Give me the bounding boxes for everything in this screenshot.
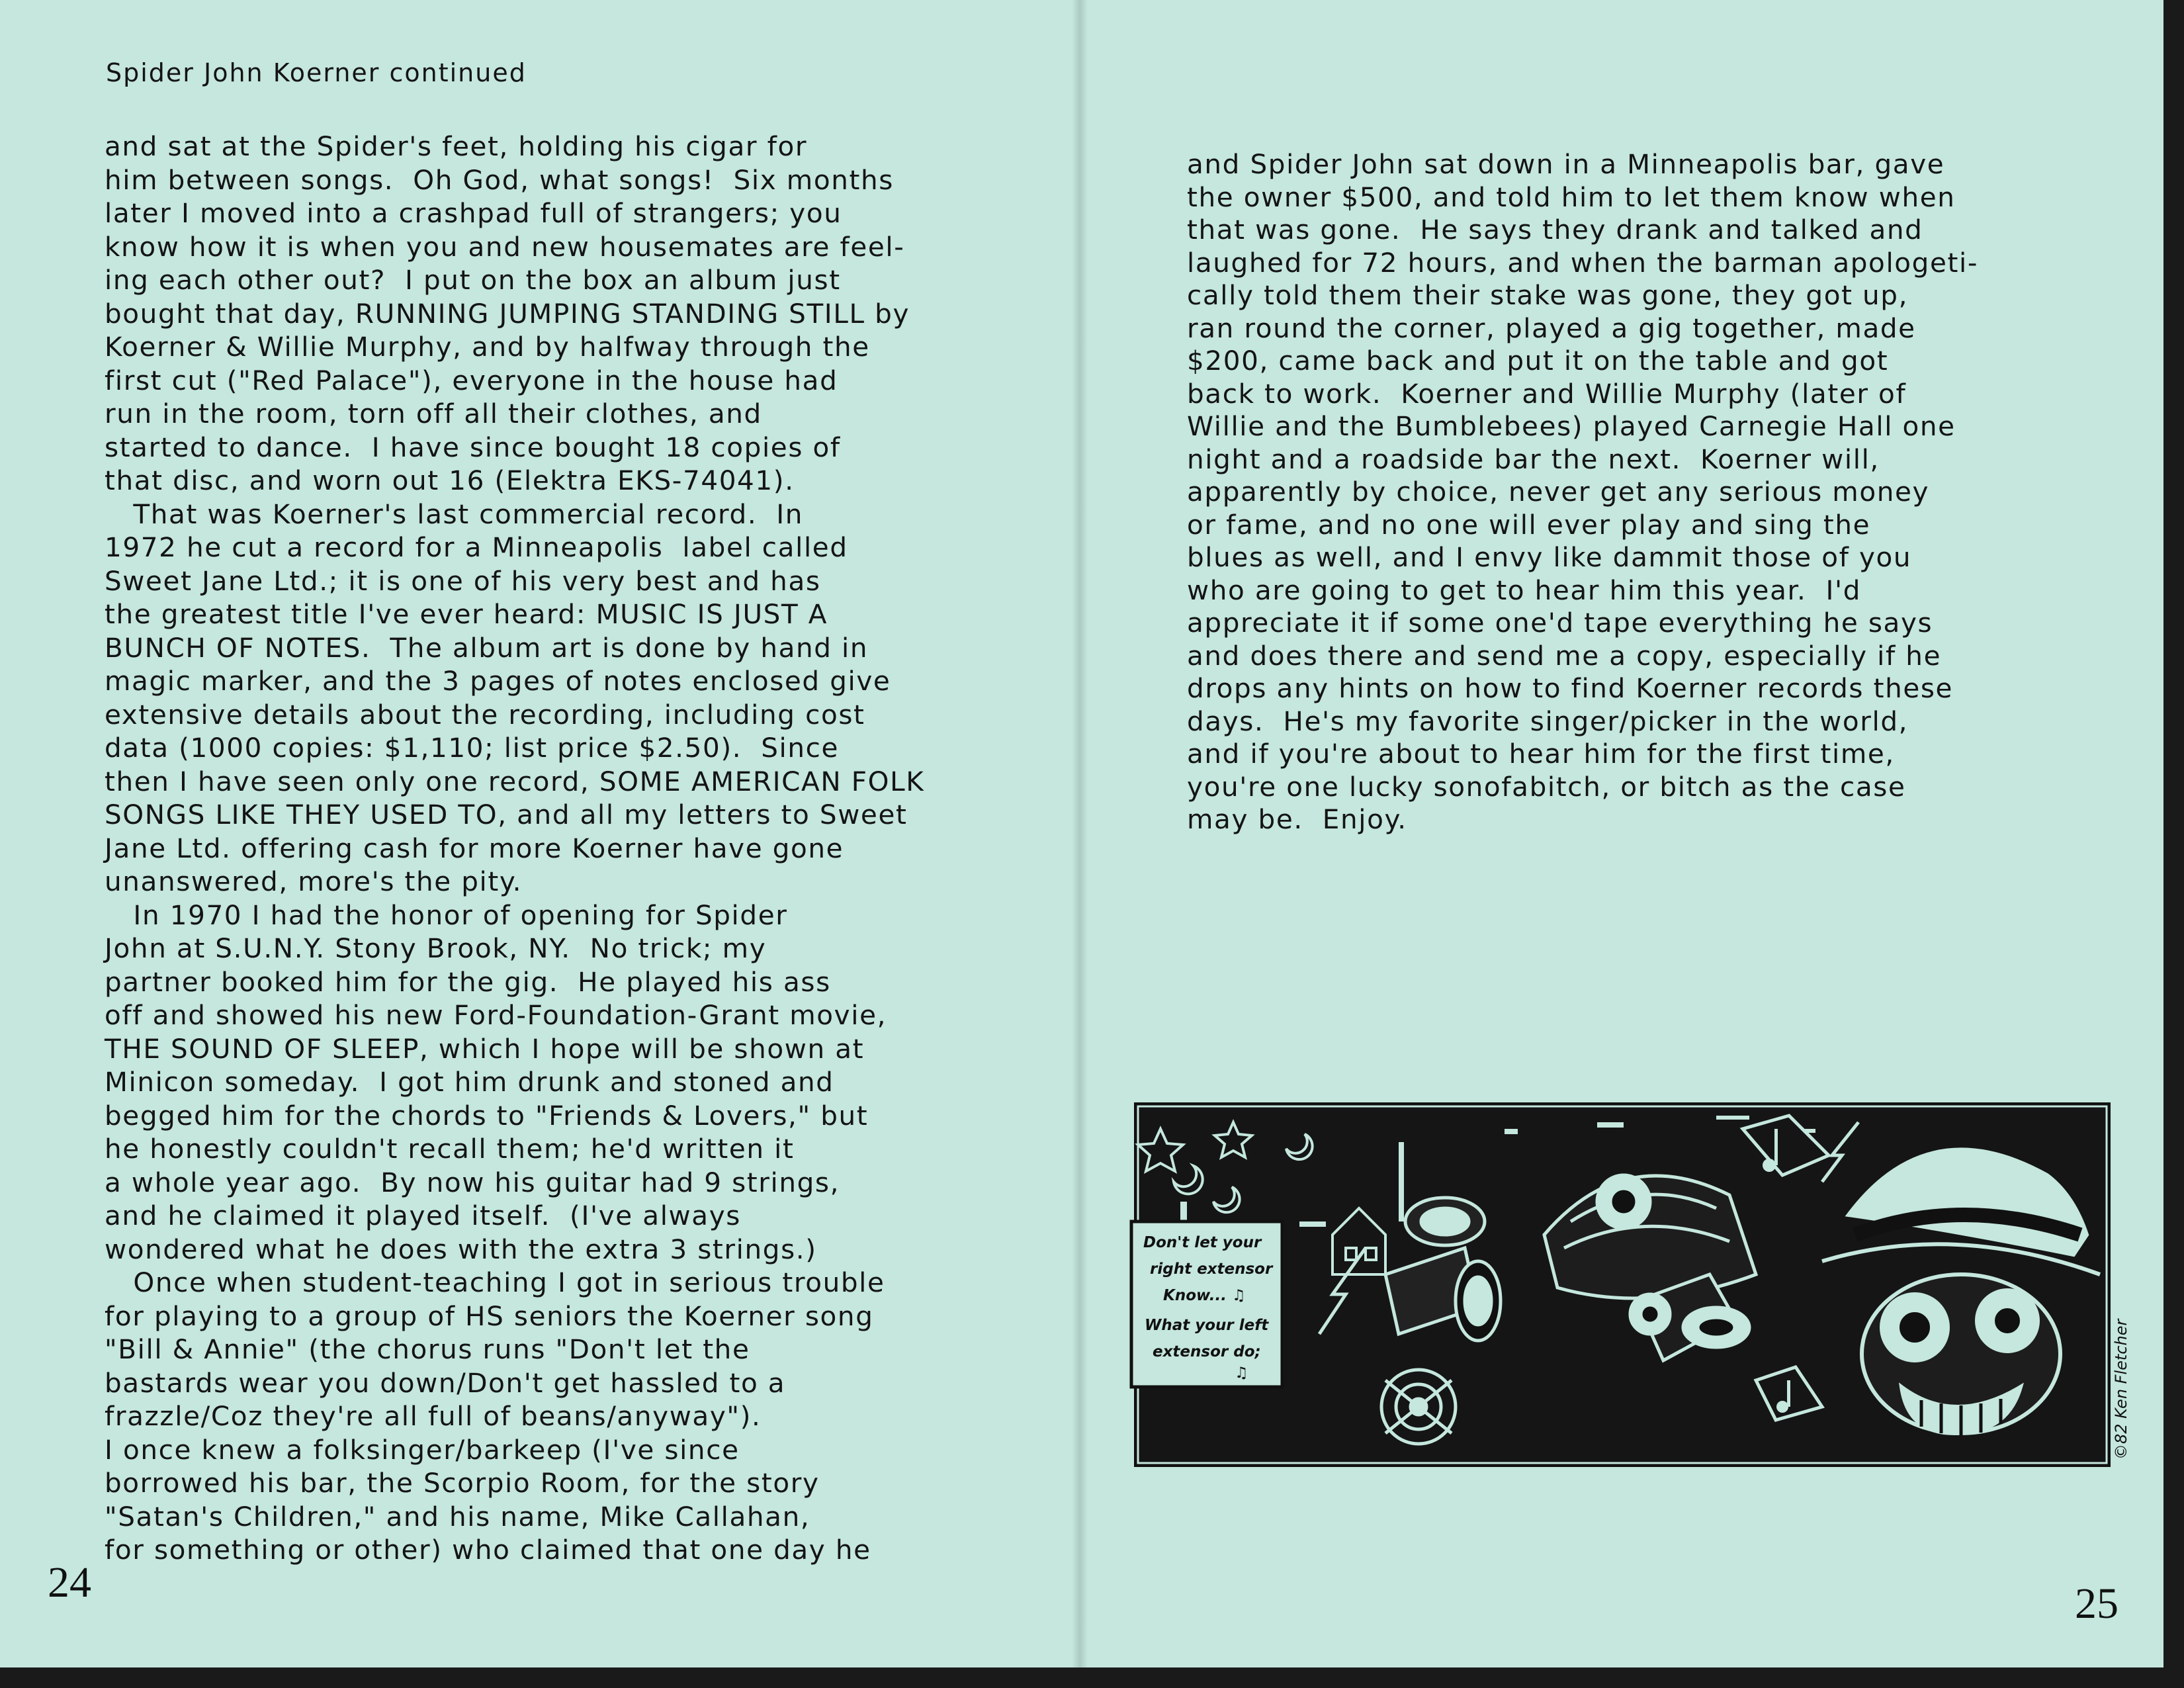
- text-line: bastards wear you down/Don't get hassled to a: [105, 1366, 786, 1399]
- caption-line-1: Don't let your: [1143, 1234, 1262, 1251]
- caption-line-6: ♫: [1235, 1364, 1248, 1382]
- text-line: first cut ("Red Palace"), everyone in the house had: [105, 364, 838, 396]
- text-line: SONGS LIKE THEY USED TO, and all my letters to Sweet: [105, 799, 908, 830]
- text-line: extensive details about the recording, including cost: [105, 698, 865, 731]
- text-line: ing each other out? I put on the box an album just: [105, 264, 841, 296]
- text-line: him between songs. Oh God, what songs! Six months: [105, 163, 894, 196]
- text-line: a whole year ago. By now his guitar had 9 strings,: [105, 1166, 840, 1198]
- page-number-right: 25: [2075, 1579, 2118, 1628]
- text-line: and does there and send me a copy, especially if he: [1187, 639, 1942, 672]
- text-line: Koerner & Willie Murphy, and by halfway through the: [105, 331, 870, 363]
- text-line: $200, came back and put it on the table and got: [1187, 345, 1889, 377]
- text-line: data (1000 copies: $1,110; list price $2.50). Since: [105, 732, 840, 764]
- text-line: run in the room, torn off all their clothes, and: [105, 398, 762, 429]
- text-line: may be. Enjoy.: [1187, 803, 1407, 835]
- text-line: Once when student-teaching I got in serious trouble: [105, 1266, 885, 1298]
- text-line: started to dance. I have since bought 18 copies of: [105, 431, 841, 463]
- left-column-text: [105, 130, 1018, 1567]
- text-line: begged him for the chords to "Friends & Lovers," but: [105, 1099, 869, 1132]
- text-line: the owner $500, and told him to let them know when: [1187, 181, 1956, 213]
- text-line: THE SOUND OF SLEEP, which I hope will be shown at: [105, 1032, 865, 1065]
- text-line: that was gone. He says they drank and talked and: [1187, 214, 1923, 245]
- text-line: and sat at the Spider's feet, holding his cigar for: [105, 130, 808, 162]
- caption-box: [1125, 1216, 1291, 1408]
- text-line: 1972 he cut a record for a Minneapolis label called: [105, 531, 848, 563]
- text-line: drops any hints on how to find Koerner records these: [1187, 672, 1954, 704]
- text-line: Jane Ltd. offering cash for more Koerner have gone: [105, 832, 844, 864]
- text-line: later I moved into a crashpad full of strangers; you: [105, 197, 842, 229]
- text-line: days. He's my favorite singer/picker in the world,: [1187, 705, 1909, 737]
- text-line: or fame, and no one will ever play and sing the: [1187, 508, 1871, 541]
- page-gutter: [1072, 0, 1088, 1667]
- caption-line-4: What your left: [1145, 1317, 1269, 1334]
- text-line: ran round the corner, played a gig together, made: [1187, 312, 1916, 344]
- caption-line-5: extensor do;: [1153, 1343, 1261, 1360]
- text-line: off and showed his new Ford-Foundation-Grant movie,: [105, 999, 887, 1031]
- text-line: Willie and the Bumblebees) played Carnegie Hall one: [1187, 410, 1956, 442]
- text-line: partner booked him for the gig. He played his ass: [105, 965, 831, 998]
- text-line: cally told them their stake was gone, they got up,: [1187, 279, 1909, 311]
- text-line: Sweet Jane Ltd.; it is one of his very best and has: [105, 564, 821, 597]
- text-line: back to work. Koerner and Willie Murphy (later of: [1187, 377, 1907, 410]
- text-line: who are going to get to hear him this year. I'd: [1187, 574, 1862, 606]
- text-line: John at S.U.N.Y. Stony Brook, NY. No trick; my: [105, 932, 767, 964]
- text-line: That was Koerner's last commercial record. In: [105, 498, 804, 530]
- text-line: and if you're about to hear him for the first time,: [1187, 738, 1895, 770]
- text-line: I once knew a folksinger/barkeep (I've since: [105, 1433, 740, 1466]
- text-line: wondered what he does with the extra 3 strings.): [105, 1233, 817, 1265]
- right-column-text: [1187, 148, 2087, 836]
- text-line: night and a roadside bar the next. Koerner will,: [1187, 443, 1880, 475]
- artist-signature: ©82 Ken Fletcher: [2112, 1319, 2130, 1460]
- text-line: bought that day, RUNNING JUMPING STANDING STILL by: [105, 297, 910, 330]
- text-line: that disc, and worn out 16 (Elektra EKS-74041).: [105, 465, 795, 496]
- text-line: you're one lucky sonofabitch, or bitch as the case: [1187, 770, 1906, 803]
- text-line: unanswered, more's the pity.: [105, 866, 523, 897]
- text-line: blues as well, and I envy like dammit those of you: [1187, 541, 1912, 573]
- text-line: and he claimed it played itself. (I've always: [105, 1200, 741, 1231]
- caption-line-3: Know... ♫: [1163, 1287, 1246, 1304]
- page-number-left: 24: [48, 1558, 91, 1607]
- text-line: magic marker, and the 3 pages of notes enclosed give: [105, 665, 891, 697]
- text-line: know how it is when you and new housemates are feel-: [105, 230, 905, 263]
- text-line: laughed for 72 hours, and when the barman apologeti-: [1187, 246, 1979, 279]
- text-line: "Satan's Children," and his name, Mike Callahan,: [105, 1500, 810, 1533]
- text-line: In 1970 I had the honor of opening for Spider: [105, 899, 788, 931]
- text-line: apparently by choice, never get any serious money: [1187, 476, 1930, 508]
- text-line: the greatest title I've ever heard: MUSIC IS JUST A: [105, 598, 828, 630]
- text-line: Minicon someday. I got him drunk and stoned and: [105, 1066, 834, 1098]
- text-line: then I have seen only one record, SOME AMERICAN FOLK: [105, 765, 925, 797]
- text-line: he honestly couldn't recall them; he'd written it: [105, 1133, 795, 1165]
- text-line: borrowed his bar, the Scorpio Room, for the story: [105, 1467, 820, 1499]
- text-line: BUNCH OF NOTES. The album art is done by hand in: [105, 631, 869, 664]
- text-line: and Spider John sat down in a Minneapolis bar, gave: [1187, 148, 1945, 180]
- text-line: "Bill & Annie" (the chorus runs "Don't let the: [105, 1333, 750, 1365]
- text-line: appreciate it if some one'd tape everything he says: [1187, 607, 1933, 639]
- text-line: for something or other) who claimed that one day he: [105, 1534, 871, 1566]
- text-line: frazzle/Coz they're all full of beans/anyway").: [105, 1400, 762, 1432]
- caption-line-2: right extensor: [1150, 1261, 1273, 1278]
- running-header: Spider John Koerner continued: [106, 58, 527, 87]
- text-line: for playing to a group of HS seniors the Koerner song: [105, 1300, 874, 1332]
